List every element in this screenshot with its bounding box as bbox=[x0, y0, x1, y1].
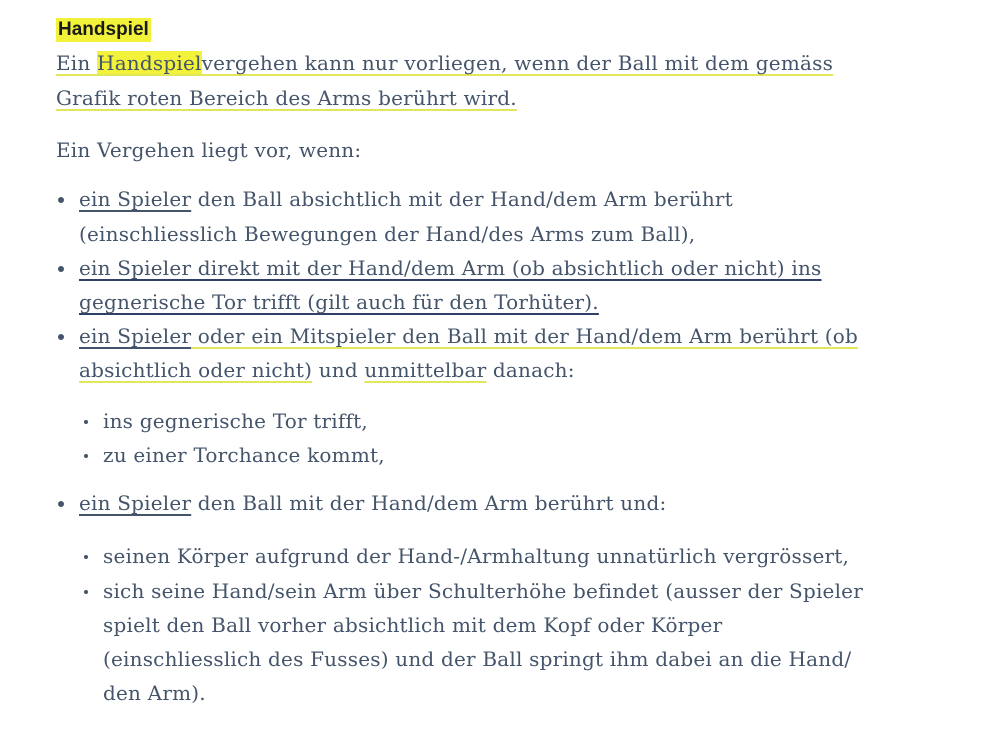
sub-item: ins gegnerische Tor trifft, bbox=[103, 409, 368, 433]
sub-bullet-icon bbox=[84, 555, 88, 559]
sub-item-cont: den Arm). bbox=[103, 681, 206, 705]
intro-line-1: Ein Handspielvergehen kann nur vorliegen, wenn der Ball mit dem gemäss bbox=[56, 51, 834, 75]
bullet-3-line-2: absichtlich oder nicht) und unmittelbar danach: bbox=[79, 358, 575, 382]
sub-bullet-icon bbox=[84, 590, 88, 594]
sub-item: zu einer Torchance kommt, bbox=[103, 443, 385, 467]
sub-item-cont: spielt den Ball vorher absichtlich mit dem Kopf oder Körper bbox=[103, 613, 723, 637]
bullet-1-line-1: ein Spieler den Ball absichtlich mit der Hand/dem Arm berührt bbox=[79, 187, 733, 211]
bullet-icon bbox=[58, 197, 64, 203]
lead-text: Ein Vergehen liegt vor, wenn: bbox=[56, 138, 362, 162]
bullet-2-line-1: ein Spieler direkt mit der Hand/dem Arm (ob absichtlich oder nicht) ins bbox=[79, 256, 822, 280]
sub-item: seinen Körper aufgrund der Hand-/Armhaltung unnatürlich vergrössert, bbox=[103, 544, 850, 568]
intro-line-2: Grafik roten Bereich des Arms berührt wird. bbox=[56, 86, 517, 110]
bullet-2-line-2: gegnerische Tor trifft (gilt auch für den Torhüter). bbox=[79, 290, 599, 314]
bullet-icon bbox=[58, 334, 64, 340]
sub-bullet-icon bbox=[84, 420, 88, 424]
bullet-4-line-1: ein Spieler den Ball mit der Hand/dem Arm berührt und: bbox=[79, 491, 667, 515]
sub-item-cont: (einschliesslich des Fusses) und der Ball springt ihm dabei an die Hand/ bbox=[103, 647, 852, 671]
bullet-icon bbox=[58, 266, 64, 272]
bullet-icon bbox=[58, 501, 64, 507]
bullet-1-line-2: (einschliesslich Bewegungen der Hand/des Arms zum Ball), bbox=[79, 222, 696, 246]
sub-bullet-icon bbox=[84, 454, 88, 458]
sub-item: sich seine Hand/sein Arm über Schulterhöhe befindet (ausser der Spieler bbox=[103, 579, 863, 603]
bullet-3-line-1: ein Spieler oder ein Mitspieler den Ball mit der Hand/dem Arm berührt (ob bbox=[79, 324, 858, 348]
section-heading: Handspiel bbox=[58, 19, 149, 40]
